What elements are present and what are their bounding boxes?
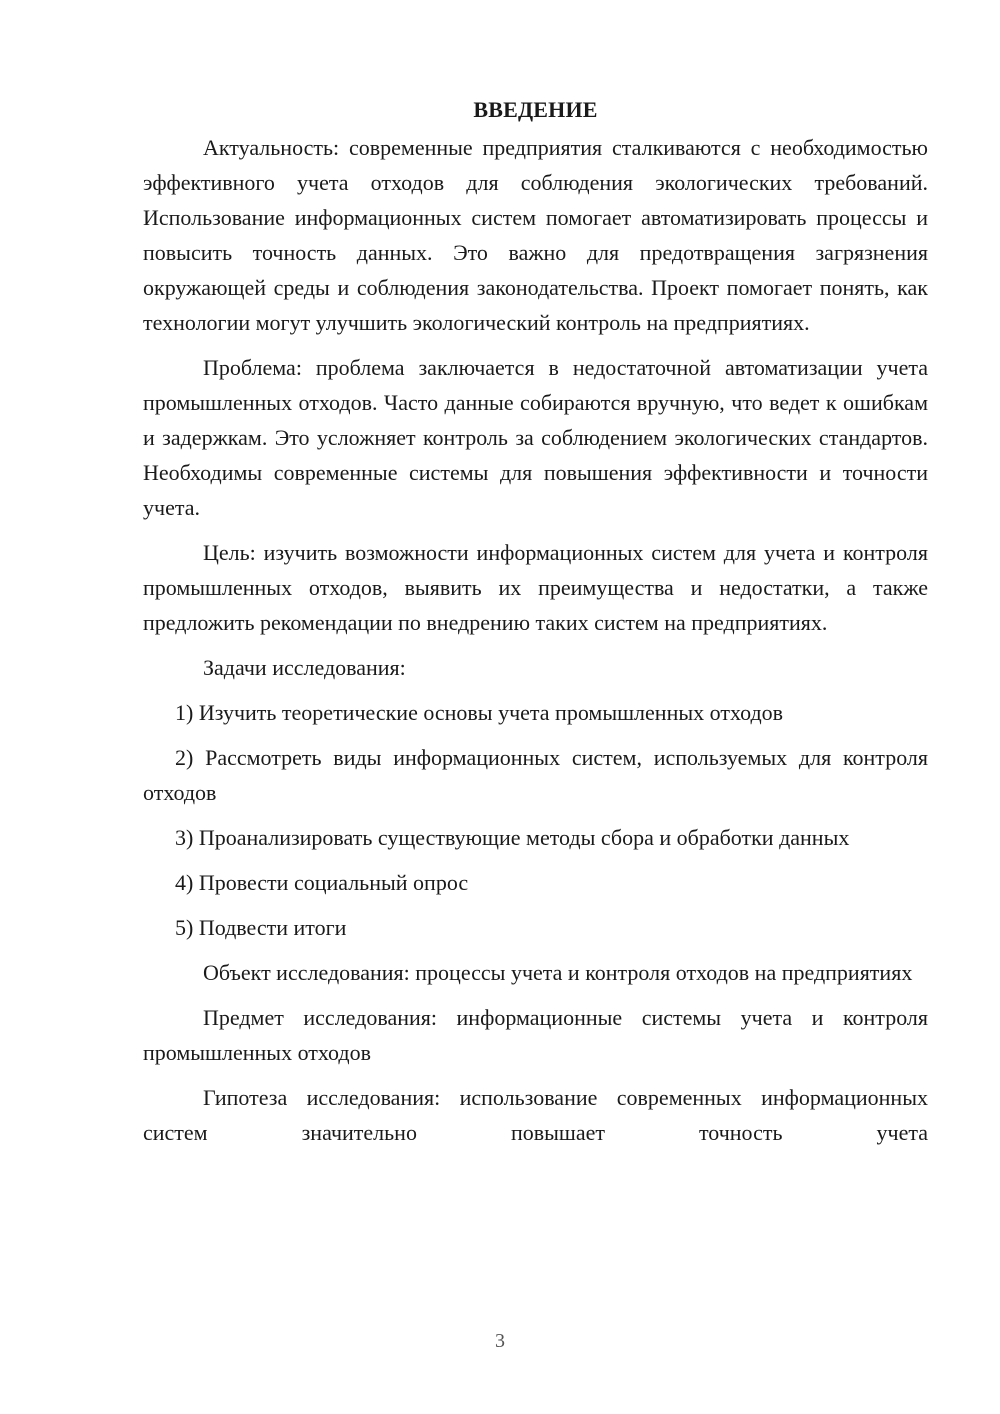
task-item: 2) Рассмотреть виды информационных систем, используемых для контроля отходов	[143, 745, 928, 805]
document-page	[143, 92, 928, 1160]
tasks-heading: Задачи исследования:	[203, 655, 406, 680]
paragraph-object: Объект исследования: процессы учета и контроля отходов на предприятиях	[203, 960, 913, 985]
task-item: 1) Изучить теоретические основы учета промышленных отходов	[175, 700, 784, 725]
paragraph-hypothesis: Гипотеза исследования: использование современных информационных систем значительно повышает точность учета	[143, 1085, 928, 1145]
section-title: ВВЕДЕНИЕ	[473, 97, 598, 122]
task-item: 5) Подвести итоги	[175, 915, 347, 940]
paragraph-problem: Проблема: проблема заключается в недостаточной автоматизации учета промышленных отходов. Часто данные собираются вручную, что ведет к ошибкам и задержкам. Это усложняет контроль за соблюдением экологических стандартов. Необходимы современные системы для повышения эффективности и точности учета.	[143, 355, 928, 520]
task-item: 3) Проанализировать существующие методы сбора и обработки данных	[175, 825, 850, 850]
paragraph-goal: Цель: изучить возможности информационных систем для учета и контроля промышленных отходов, выявить их преимущества и недостатки, а также предложить рекомендации по внедрению таких систем на предприятиях.	[143, 540, 928, 635]
task-item: 4) Провести социальный опрос	[175, 870, 469, 895]
paragraph-subject: Предмет исследования: информационные системы учета и контроля промышленных отходов	[143, 1005, 928, 1065]
page-number: 3	[495, 1330, 505, 1352]
paragraph-relevance: Актуальность: современные предприятия сталкиваются с необходимостью эффективного учета отходов для соблюдения экологических требований. Использование информационных систем помогает автоматизировать процессы и повысить точность данных. Это важно для предотвращения загрязнения окружающей среды и соблюдения законодательства. Проект помогает понять, как технологии могут улучшить экологический контроль на предприятиях.	[143, 135, 928, 335]
